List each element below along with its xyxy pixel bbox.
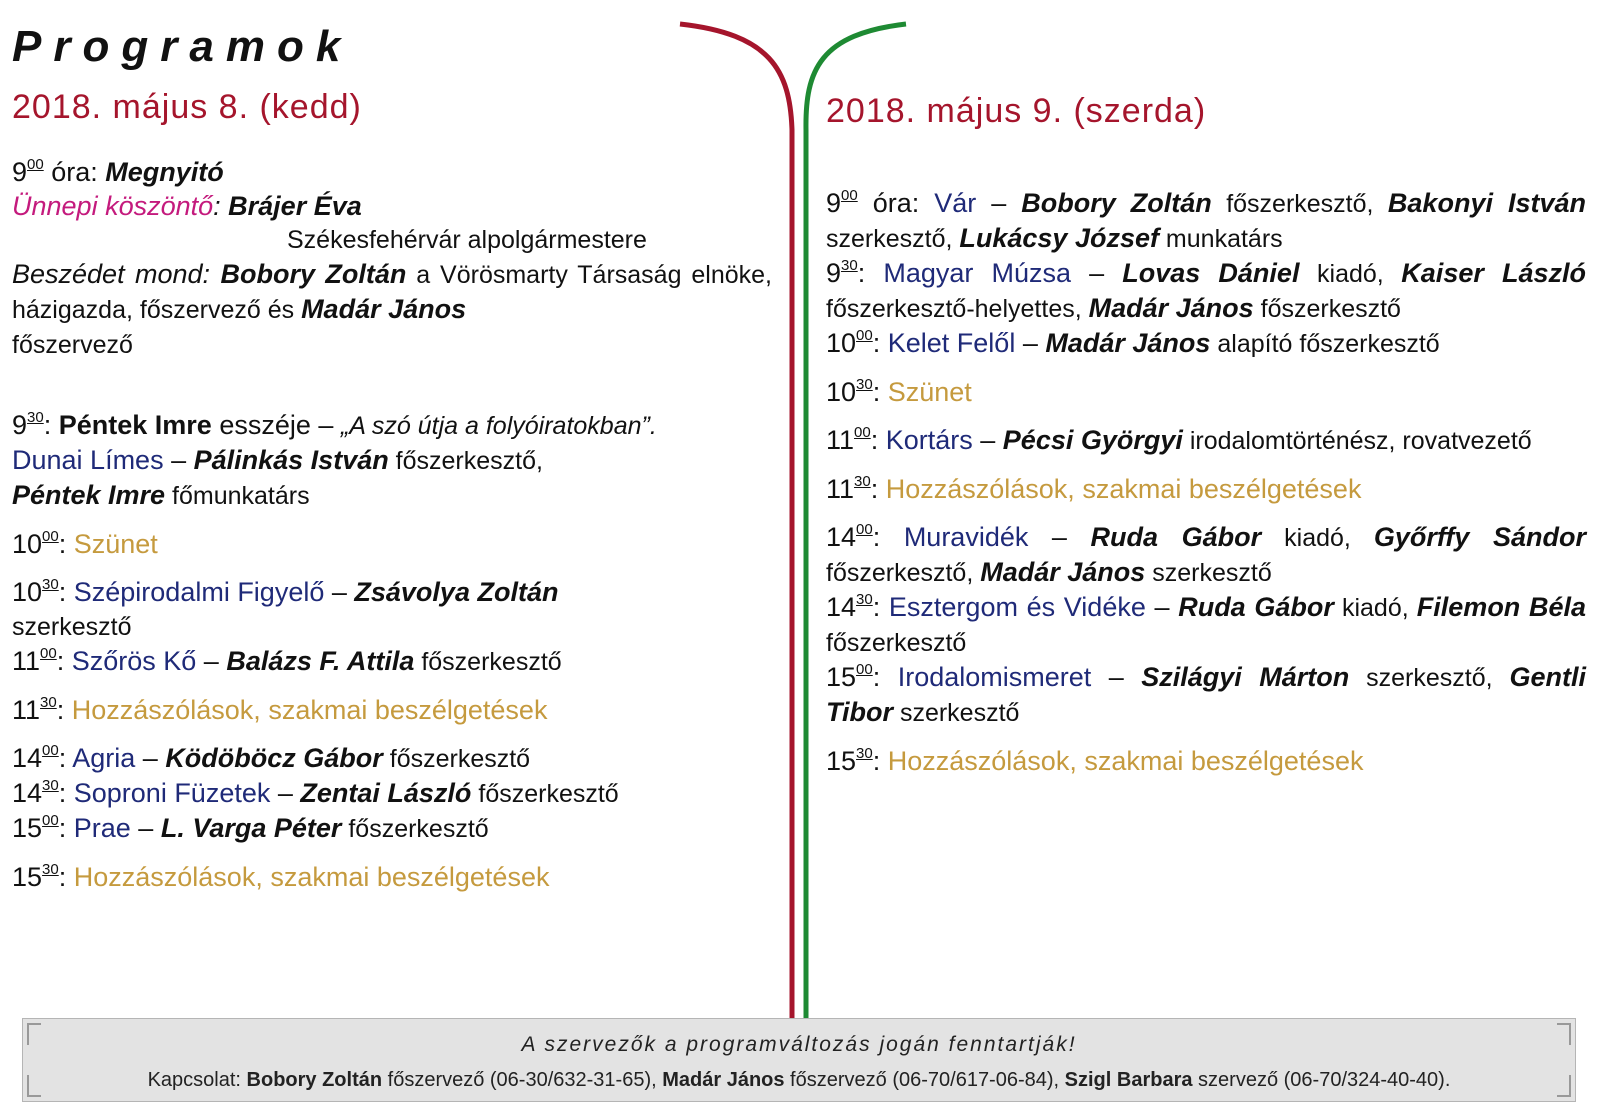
program-item-discussion: $11^{30}$: Hozzászólások, szakmai beszélgetések [826, 473, 1362, 504]
program-item-discussion: $15^{30}$: Hozzászólások, szakmai beszélgetések [12, 861, 550, 892]
program-item-essay: $9^{30}$: Péntek Imre esszéje – „A szó útja a folyóiratokban”. [12, 409, 657, 440]
program-item-agria: $14^{00}$: Agria – Ködöböcz Gábor főszerkesztő [12, 742, 531, 773]
program-item-break: $10^{30}$: Szünet [826, 376, 972, 407]
date-day2: 2018. május 9. (szerda) [826, 92, 1207, 130]
greeting-role: Székesfehérvár alpolgármestere [287, 226, 647, 254]
footer-box [22, 1018, 1576, 1102]
program-item-muravidek: $14^{00}$: Muravidék – Ruda Gábor kiadó, Győrffy Sándor főszerkesztő, Madár János szerkesztő [826, 521, 1586, 587]
program-item-var: $9^{00}$ óra: Vár – Bobory Zoltán főszerkesztő, Bakonyi István szerkesztő, Lukácsy József munkatárs [826, 187, 1586, 253]
program-item-kortars: $11^{00}$: Kortárs – Pécsi Györgyi irodalomtörténész, rovatvezető [826, 424, 1532, 455]
program-day1 [12, 155, 772, 894]
program-item-prae: $15^{00}$: Prae – L. Varga Péter főszerkesztő [12, 812, 489, 843]
program-item-greeting: Ünnepi köszöntő: Brájer Éva [12, 191, 362, 221]
greeting-person: Brájer Éva [228, 191, 362, 221]
date-day1: 2018. május 8. (kedd) [12, 88, 362, 126]
program-day2 [826, 186, 1586, 778]
footer-note: A szervezők a programváltozás jogán fenntartják! [521, 1033, 1077, 1056]
program-item-soproni-fuzetek: $14^{30}$: Soproni Füzetek – Zentai László főszerkesztő [12, 777, 619, 808]
program-item-esztergom: $14^{30}$: Esztergom és Vidéke – Ruda Gábor kiadó, Filemon Béla főszerkesztő [826, 591, 1586, 657]
program-item-discussion: $11^{30}$: Hozzászólások, szakmai beszélgetések [12, 694, 548, 725]
program-item-speech: Beszédet mond: Bobory Zoltán a Vörösmarty Társaság elnöke, házigazda, főszervező és Madár János főszervező [12, 259, 772, 359]
program-item-kelet-felol: $10^{00}$: Kelet Felől – Madár János alapító főszerkesztő [826, 327, 1440, 358]
opening-label: Megnyitó [105, 157, 224, 187]
time: $9^{00}$ [12, 156, 44, 187]
program-item-szoros-ko: $11^{00}$: Szőrös Kő – Balázs F. Attila főszerkesztő [12, 645, 562, 676]
venue-name: Dunai Límes [12, 445, 164, 475]
program-item-dunai-limes: Dunai Límes – Pálinkás István főszerkesztő, Péntek Imre főmunkatárs [12, 445, 543, 510]
program-item-opening: $9^{00}$ óra: Megnyitó [12, 156, 224, 187]
page-title: Programok [12, 22, 353, 71]
program-item-irodalomismeret: $15^{00}$: Irodalomismeret – Szilágyi Márton szerkesztő, Gentli Tibor szerkesztő [826, 661, 1586, 727]
program-item-szepirodalmi-figyelo: $10^{30}$: Szépirodalmi Figyelő – Zsávolya Zoltán szerkesztő [12, 576, 559, 641]
footer-contact: Kapcsolat: Bobory Zoltán főszervező (06-30/632-31-65), Madár János főszervező (06-70/617-06-84), Szigl Barbara szervező (06-70/324-40-40). [147, 1069, 1451, 1091]
program-item-magyar-muzsa: $9^{30}$: Magyar Múzsa – Lovas Dániel kiadó, Kaiser László főszerkesztő-helyettes, Madár János főszerkesztő [826, 257, 1586, 323]
greeting-label: Ünnepi köszöntő [12, 191, 214, 221]
program-item-break: $10^{00}$: Szünet [12, 528, 158, 559]
program-item-discussion: $15^{30}$: Hozzászólások, szakmai beszélgetések [826, 745, 1364, 776]
